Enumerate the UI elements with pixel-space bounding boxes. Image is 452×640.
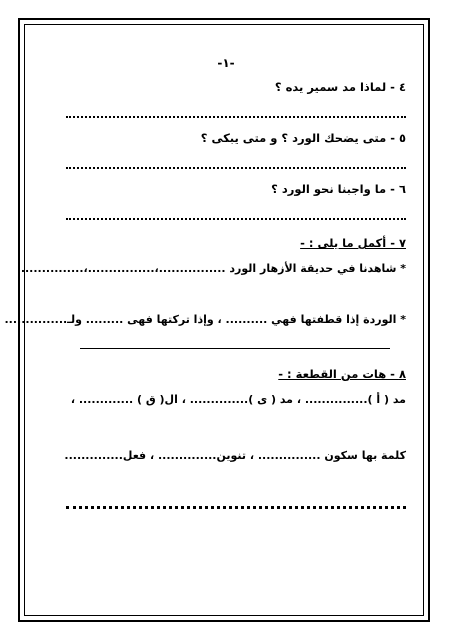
section-divider [80,348,390,349]
question-5: ٥ - متى يضحك الورد ؟ و متى يبكى ؟ [200,131,406,145]
answer-line-5 [66,167,406,169]
answer-line-4 [66,116,406,118]
question-8-heading [278,367,406,381]
question-6: ٦ - ما واجبنا نحو الورد ؟ [271,182,406,196]
answer-line-8 [66,506,406,509]
question-7-line-1: * شاهدنا في حديقة الأزهار الورد ................،................،............... [20,262,406,275]
question-8-line-1: مد ( أ )............... ، مد ( ى ).............. ، ال( ق ) ............. ، [70,393,406,406]
question-4: ٤ - لماذا مد سمير يده ؟ [274,80,406,94]
question-7-line-2: * الوردة إذا قطفتها فهي .......... ، وإذا تركتها فهى ......... ولـ............... [4,313,406,326]
answer-line-6 [66,218,406,220]
question-7-heading: ٧ - أكمل ما يلى : - [300,236,406,250]
question-8-line-2: كلمة بها سكون ............... ، تنوين.............. ، فعل.............. [64,449,406,462]
question-8-heading-text: ٨ - هات من القطعة : - [278,367,406,381]
page-number: -١- [217,56,235,70]
